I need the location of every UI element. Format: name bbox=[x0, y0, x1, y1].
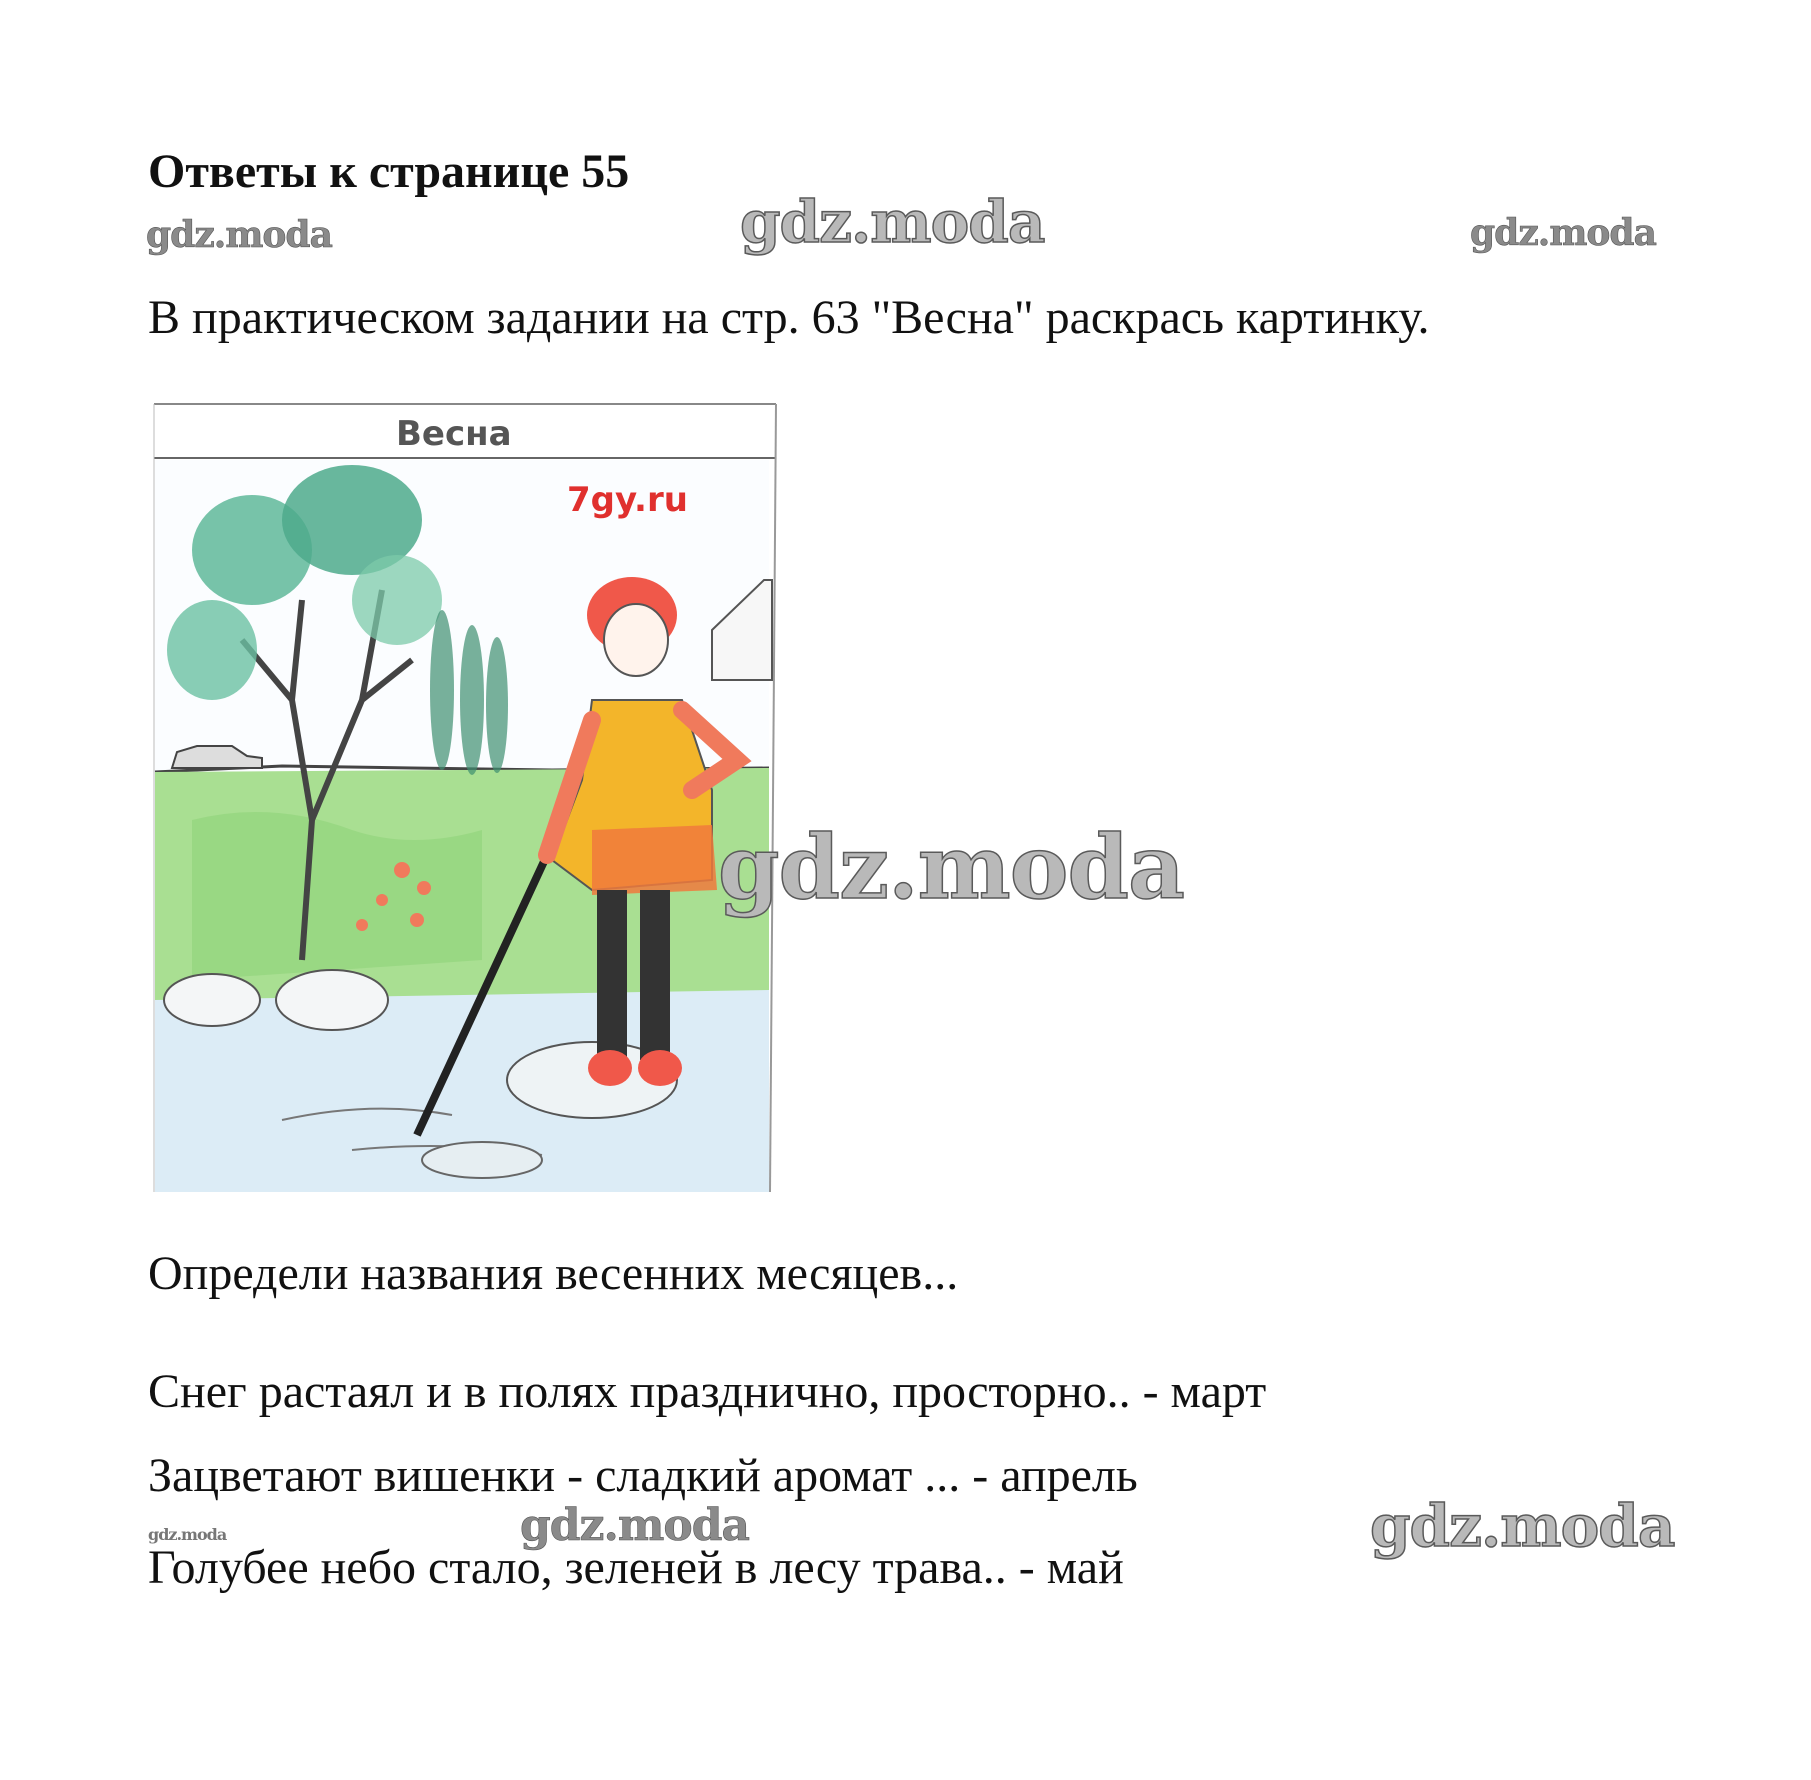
watermark: gdz.moda bbox=[740, 188, 1045, 256]
watermark: gdz.moda bbox=[1370, 1492, 1675, 1560]
answer-line-3: Голубее небо стало, зеленей в лесу трава.. - май bbox=[148, 1541, 1124, 1594]
answer-line-2: Зацветают вишенки - сладкий аромат ... - апрель bbox=[148, 1449, 1138, 1502]
watermark: gdz.moda bbox=[148, 1525, 227, 1544]
watermark: gdz.moda bbox=[718, 815, 1185, 919]
page-title: Ответы к странице 55 bbox=[148, 145, 630, 198]
watermark: gdz.moda bbox=[146, 214, 332, 256]
spring-drawing-image bbox=[152, 400, 778, 1192]
watermark: gdz.moda bbox=[520, 1500, 750, 1551]
figure-title: Весна bbox=[396, 414, 512, 454]
question-text: Определи названия весенних месяцев... bbox=[148, 1247, 959, 1300]
task-intro: В практическом задании на стр. 63 "Весна" раскрась картинку. bbox=[148, 291, 1430, 344]
figure-site-label: 7gy.ru bbox=[567, 480, 688, 520]
answer-line-1: Снег растаял и в полях празднично, просторно.. - март bbox=[148, 1365, 1267, 1418]
watermark: gdz.moda bbox=[1470, 212, 1656, 254]
